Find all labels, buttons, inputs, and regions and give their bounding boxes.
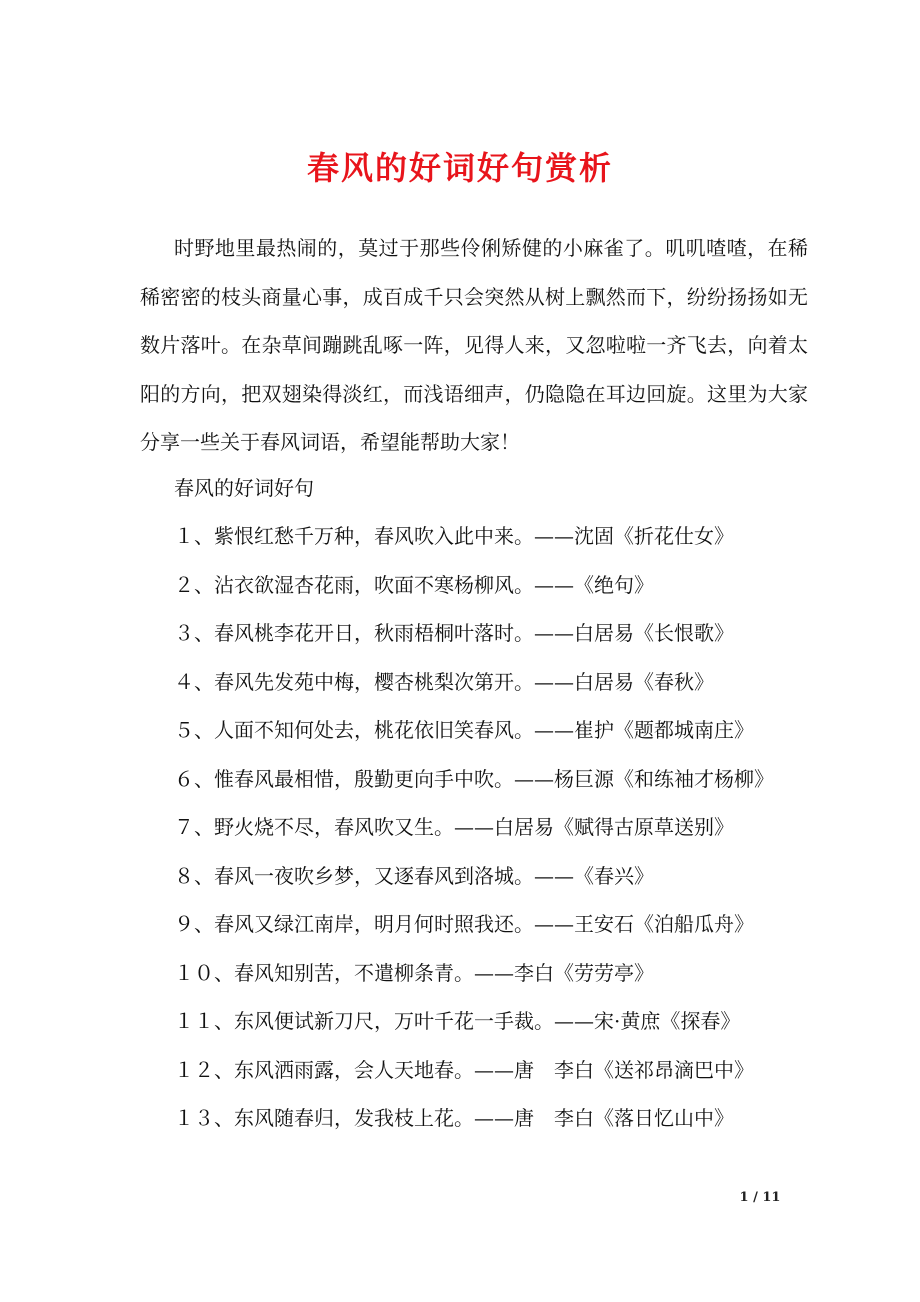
quote-item: ３、春风桃李花开日，秋雨梧桐叶落时。——白居易《长恨歌》 bbox=[174, 621, 734, 645]
quote-item: １０、春风知别苦，不遣柳条青。——李白《劳劳亭》 bbox=[174, 960, 654, 985]
quote-item: ９、春风又绿江南岸，明月何时照我还。——王安石《泊船瓜舟》 bbox=[174, 912, 754, 936]
quote-item: １２、东风洒雨露，会人天地春。——唐 李白《送祁昂滴巴中》 bbox=[174, 1057, 754, 1082]
intro-paragraph: 时野地里最热闹的，莫过于那些伶俐矫健的小麻雀了。叽叽喳喳，在稀稀密密的枝头商量心事，成百成千只会突然从树上飘然而下，纷纷扬扬如无数片落叶。在杂草间蹦跳乱啄一阵，见得人来，又忽啦啦一齐飞去，向着太阳的方向，把双翅染得淡红，而浅语细声，仍隐隐在耳边回旋。这里为大家分享一些关于春风词语，希望能帮助大家！ bbox=[140, 236, 808, 454]
quote-list bbox=[140, 512, 808, 1143]
quote-item: ８、春风一夜吹乡梦，又逐春风到洛城。——《春兴》 bbox=[174, 863, 654, 888]
quote-item: ７、野火烧不尽，春风吹又生。——白居易《赋得古原草送别》 bbox=[174, 815, 734, 839]
page-title: 春风的好词好句赏析 bbox=[306, 149, 613, 187]
quote-item: ４、春风先发苑中梅，樱杏桃梨次第开。——白居易《春秋》 bbox=[174, 669, 714, 694]
quote-item: ２、沾衣欲湿杏花雨，吹面不寒杨柳风。——《绝句》 bbox=[174, 572, 654, 597]
quote-item: １１、东风便试新刀尺，万叶千花一手裁。——宋·黄庶《探春》 bbox=[174, 1009, 741, 1033]
section-heading: 春风的好词好句 bbox=[174, 476, 314, 500]
quote-item: ６、惟春风最相惜，殷勤更向手中吹。——杨巨源《和练袖才杨柳》 bbox=[174, 766, 774, 791]
quote-item: １、紫恨红愁千万种，春风吹入此中来。——沈固《折花仕女》 bbox=[174, 524, 734, 548]
quote-item: ５、人面不知何处去，桃花依旧笑春风。——崔护《题都城南庄》 bbox=[174, 718, 754, 742]
page-number: 1 / 11 bbox=[739, 1190, 781, 1205]
quote-item: １３、东风随春归，发我枝上花。——唐 李白《落日忆山中》 bbox=[174, 1106, 734, 1130]
